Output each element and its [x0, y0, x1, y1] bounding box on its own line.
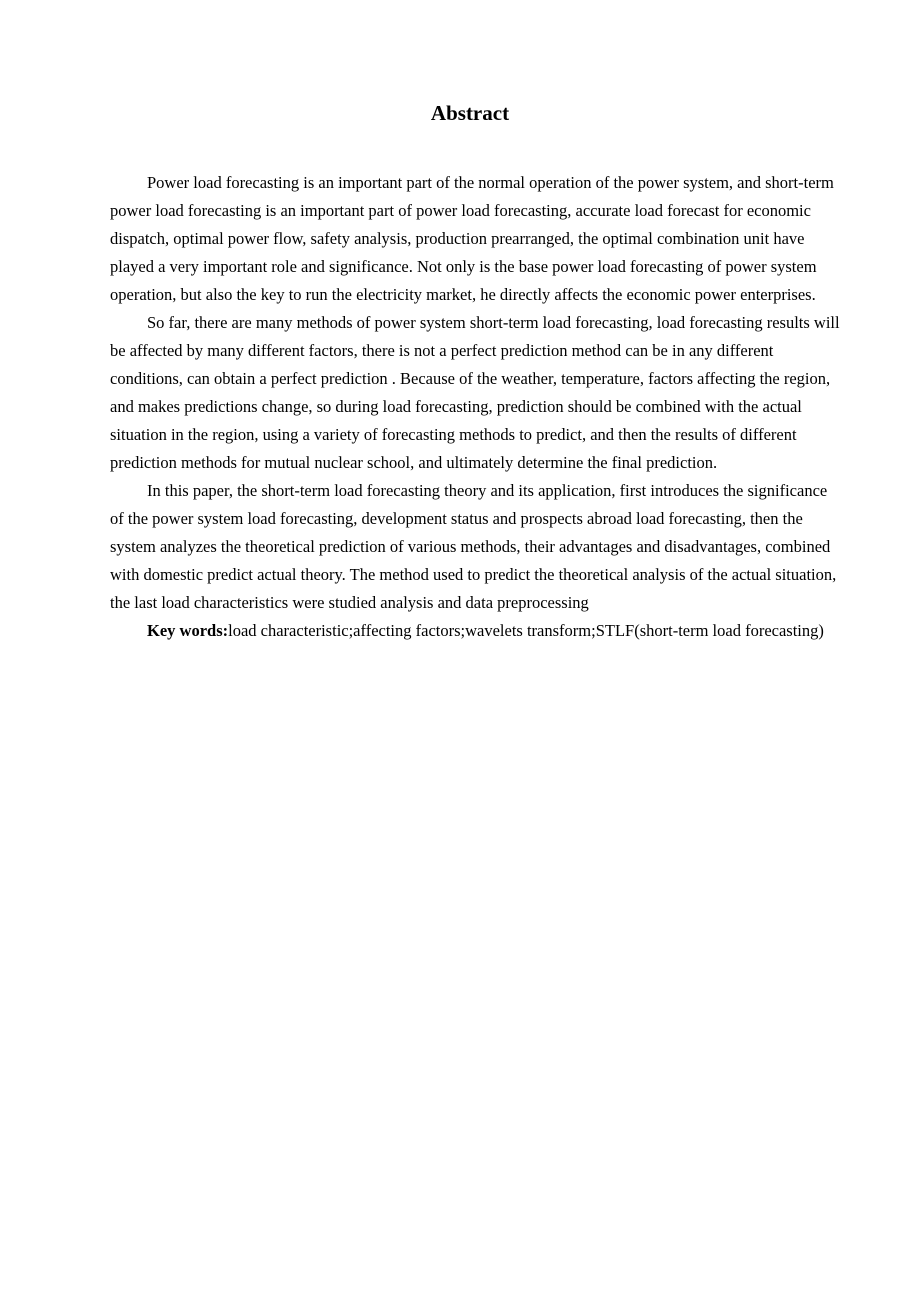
keywords-line: [110, 617, 840, 645]
keywords-text: load characteristic;affecting factors;wavelets transform;STLF(short-term load forecasting): [228, 621, 824, 640]
abstract-paragraph-2: So far, there are many methods of power system short-term load forecasting, load forecasting results will be affected by many different factors, there is not a perfect prediction method can be in any different conditions, can obtain a perfect prediction . Because of the weather, temperature, factors affecting the region, and makes predictions change, so during load forecasting, prediction should be combined with the actual situation in the region, using a variety of forecasting methods to predict, and then the results of different prediction methods for mutual nuclear school, and ultimately determine the final prediction.: [110, 313, 840, 472]
page-title: Abstract: [430, 101, 510, 125]
abstract-paragraph-3: In this paper, the short-term load forecasting theory and its application, first introduces the significance of the power system load forecasting, development status and prospects abroad load forecasting, then the system analyzes the theoretical prediction of various methods, their advantages and disadvantages, combined with domestic predict actual theory. The method used to predict the theoretical analysis of the actual situation, the last load characteristics were studied analysis and data preprocessing: [110, 481, 837, 612]
abstract-paragraph-1: Power load forecasting is an important part of the normal operation of the power system, and short-term power load forecasting is an important part of power load forecasting, accurate load forecast for economic dispatch, optimal power flow, safety analysis, production prearranged, the optimal combination unit have played a very important role and significance. Not only is the base power load forecasting of power system operation, but also the key to run the electricity market, he directly affects the economic power enterprises.: [110, 173, 834, 304]
keywords-label: Key words:: [147, 621, 229, 640]
abstract-body: [110, 169, 840, 645]
